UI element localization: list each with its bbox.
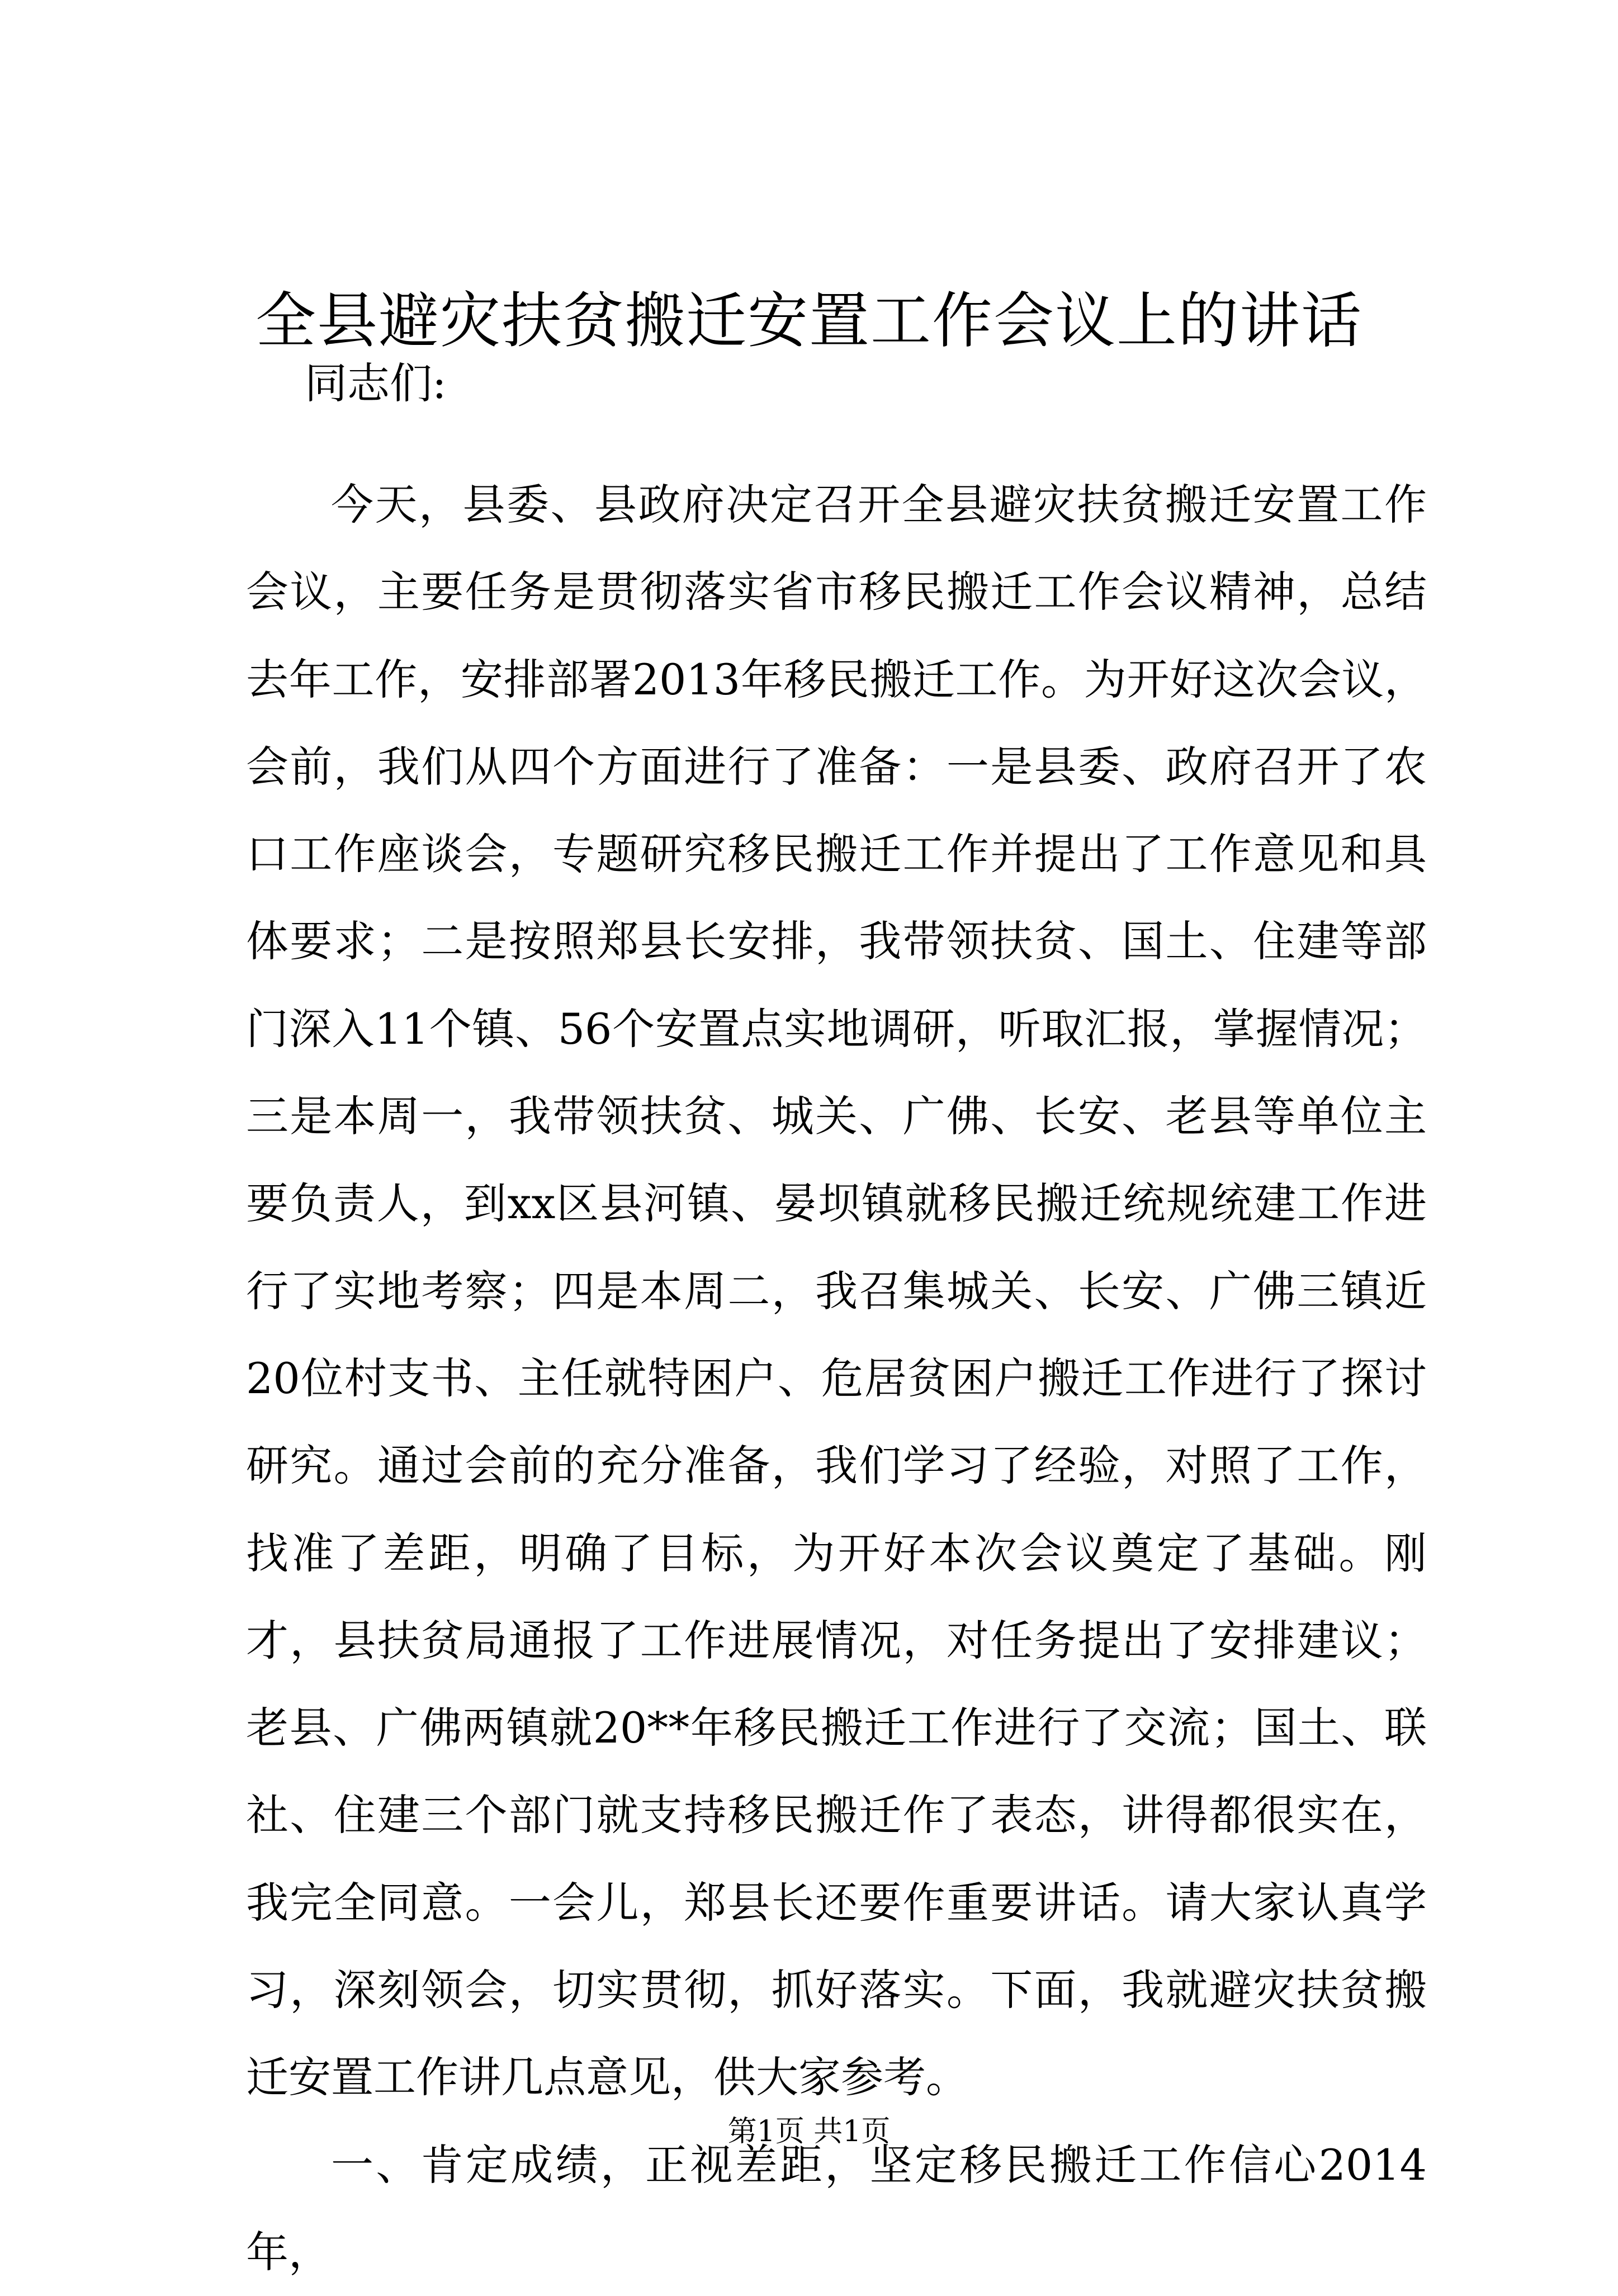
document-title: 全县避灾扶贫搬迁安置工作会议上的讲话 [255,286,1362,356]
paragraph-intro: 今天，县委、县政府决定召开全县避灾扶贫搬迁安置工作会议，主要任务是贯彻落实省市移民搬迁工作会议精神，总结去年工作，安排部署2013年移民搬迁工作。为开好这次会议，会前，我们从四个方面进行了准备：一是县委、政府召开了农口工作座谈会，专题研究移民搬迁工作并提出了工作意见和具体要求；二是按照郑县长安排，我带领扶贫、国土、住建等部门深入11个镇、56个安置点实地调研，听取汇报，掌握情况；三是本周一，我带领扶贫、城关、广佛、长安、老县等单位主要负责人，到xx区县河镇、晏坝镇就移民搬迁统规统建工作进行了实地考察；四是本周二，我召集城关、长安、广佛三镇近20位村支书、主任就特困户、危居贫困户搬迁工作进行了探讨研究。通过会前的充分准备，我们学习了经验，对照了工作，找准了差距，明确了目标，为开好本次会议奠定了基础。刚才，县扶贫局通报了工作进展情况，对任务提出了安排建议；老县、广佛两镇就20**年移民搬迁工作进行了交流；国土、联社、住建三个部门就支持移民搬迁作了表态，讲得都很实在，我完全同意。一会儿，郑县长还要作重要讲话。请大家认真学习，深刻领会，切实贯彻，抓好落实。下面，我就避灾扶贫搬迁安置工作讲几点意见，供大家参考。 [246,480,1427,2103]
document-body [246,461,1427,2296]
paragraph-section-one: 一、肯定成绩，正视差距，坚定移民搬迁工作信心2014年， [246,2139,1427,2277]
salutation: 同志们: [305,358,447,408]
page-footer: 第1页 共1页 [727,2115,891,2148]
